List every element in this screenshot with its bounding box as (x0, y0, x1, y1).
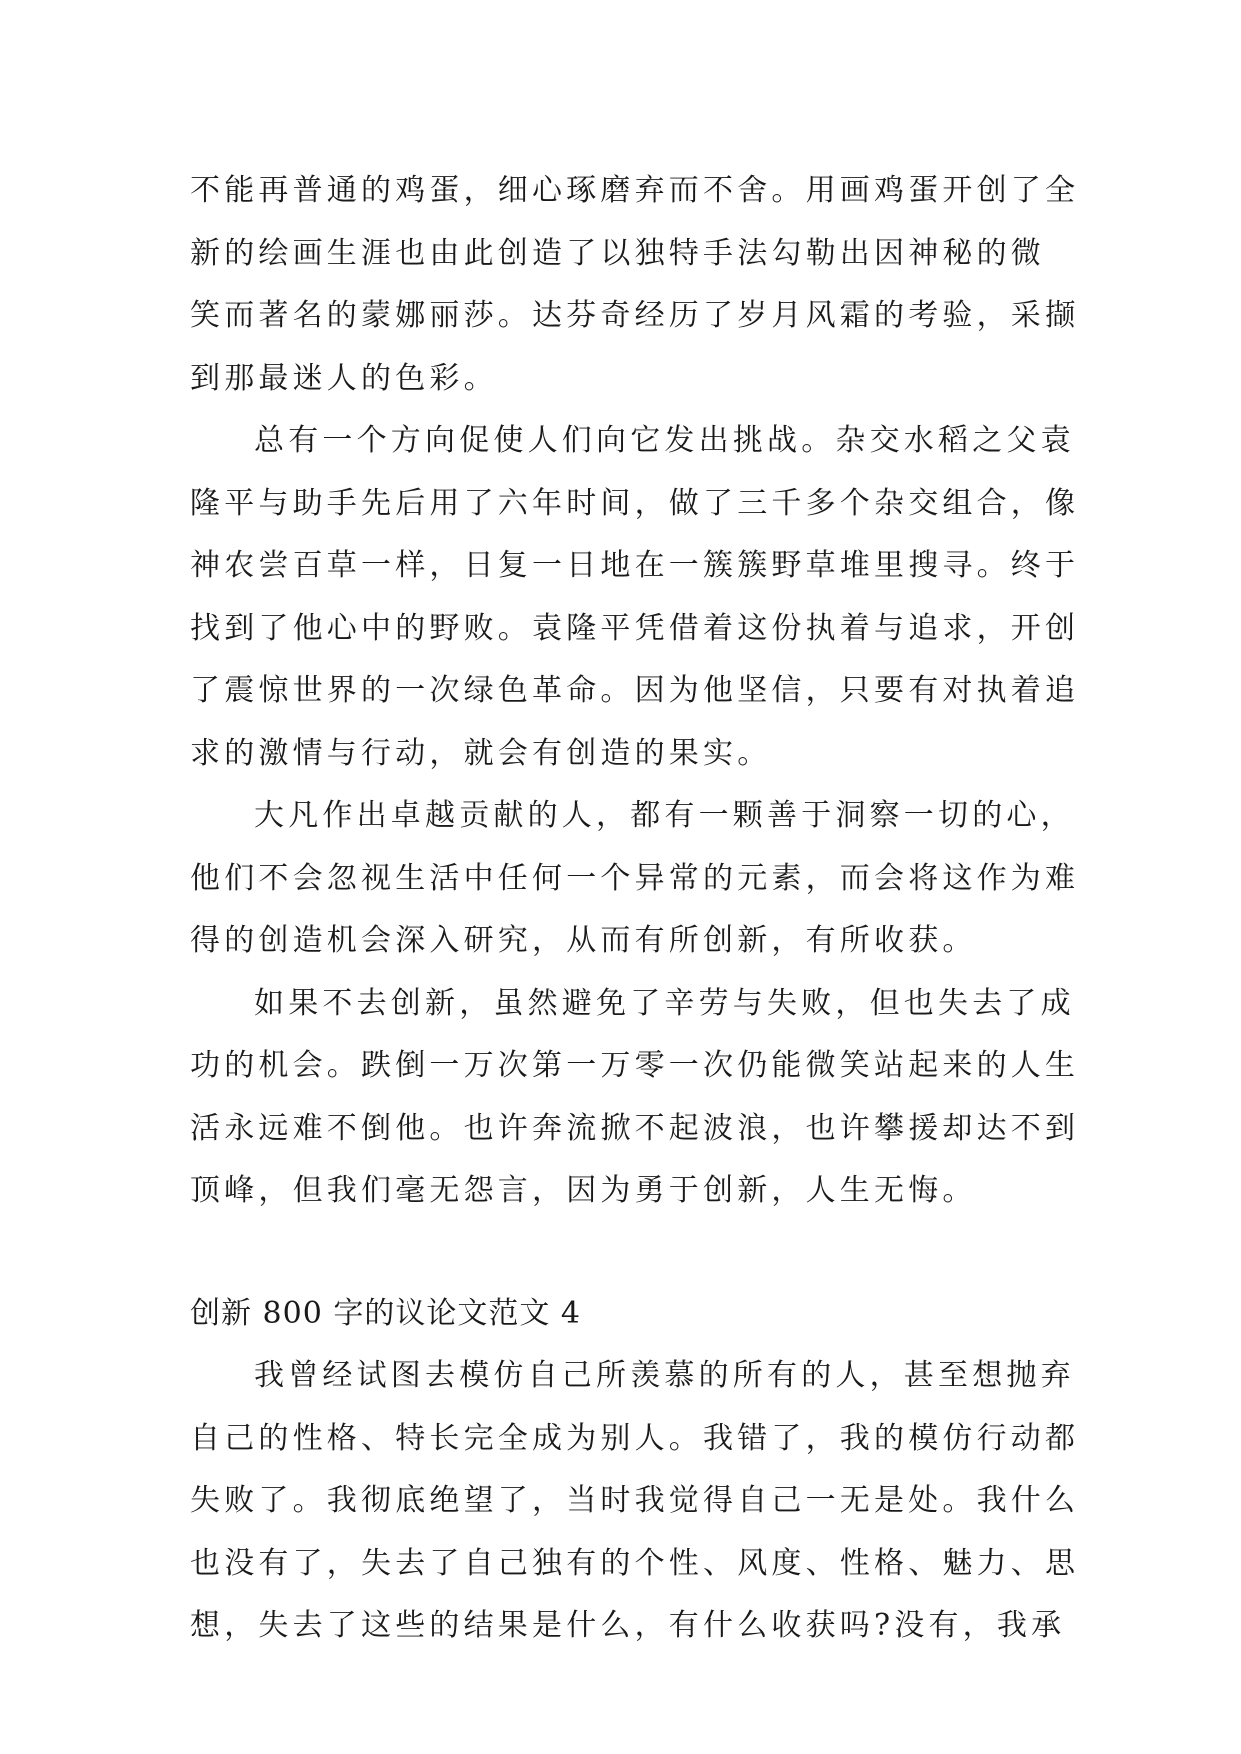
text-line: 总有一个方向促使人们向它发出挑战。杂交水稻之父袁 (254, 423, 1075, 458)
text-line: 不能再普通的鸡蛋，细心琢磨弃而不舍。用画鸡蛋开创了全 (190, 173, 1080, 208)
section-spacer (190, 1223, 1052, 1283)
paragraph-imitation (190, 1345, 1080, 1658)
text-line: 自己的性格、特长完全成为别人。我错了，我的模仿行动都 (190, 1420, 1080, 1456)
text-line: 失败了。我彻底绝望了，当时我觉得自己一无是处。我什么 (190, 1483, 1080, 1518)
text-line: 我曾经试图去模仿自己所羡慕的所有的人，甚至想抛弃 (254, 1358, 1075, 1393)
paragraph-davinci (190, 160, 1080, 410)
text-line: 也没有了，失去了自己独有的个性、风度、性格、魅力、思 (190, 1545, 1080, 1581)
document-body (190, 160, 1080, 1658)
text-line: 找到了他心中的野败。袁隆平凭借着这份执着与追求，开创 (190, 610, 1080, 646)
text-line: 隆平与助手先后用了六年时间，做了三千多个杂交组合，像 (190, 485, 1080, 521)
text-line: 想，失去了这些的结果是什么，有什么收获吗?没有，我承 (190, 1608, 1066, 1643)
text-line: 笑而著名的蒙娜丽莎。达芬奇经历了岁月风霜的考验，采撷 (190, 298, 1080, 333)
paragraph-observation (190, 785, 1080, 973)
text-line: 功的机会。跌倒一万次第一万零一次仍能微笑站起来的人生 (190, 1048, 1080, 1083)
section-heading: 创新 800 字的议论文范文 4 (190, 1295, 581, 1331)
text-line: 求的激情与行动，就会有创造的果实。 (190, 735, 772, 771)
paragraph-yuan-longping (190, 410, 1080, 785)
text-line: 顶峰，但我们毫无怨言，因为勇于创新，人生无悔。 (190, 1173, 977, 1208)
text-line: 他们不会忽视生活中任何一个异常的元素，而会将这作为难 (190, 860, 1080, 896)
text-line: 神农尝百草一样，日复一日地在一簇簇野草堆里搜寻。终于 (190, 548, 1080, 583)
text-line: 得的创造机会深入研究，从而有所创新，有所收获。 (190, 923, 977, 958)
text-line: 活永远难不倒他。也许奔流掀不起波浪，也许攀援却达不到 (190, 1110, 1080, 1146)
paragraph-no-regret (190, 973, 1080, 1223)
text-line: 如果不去创新，虽然避免了辛劳与失败，但也失去了成 (254, 985, 1075, 1021)
text-line: 了震惊世界的一次绿色革命。因为他坚信，只要有对执着追 (190, 673, 1080, 708)
text-line: 大凡作出卓越贡献的人，都有一颗善于洞察一切的心， (254, 798, 1075, 833)
text-line: 到那最迷人的色彩。 (190, 360, 498, 396)
text-line: 新的绘画生涯也由此创造了以独特手法勾勒出因神秘的微 (190, 235, 1045, 271)
